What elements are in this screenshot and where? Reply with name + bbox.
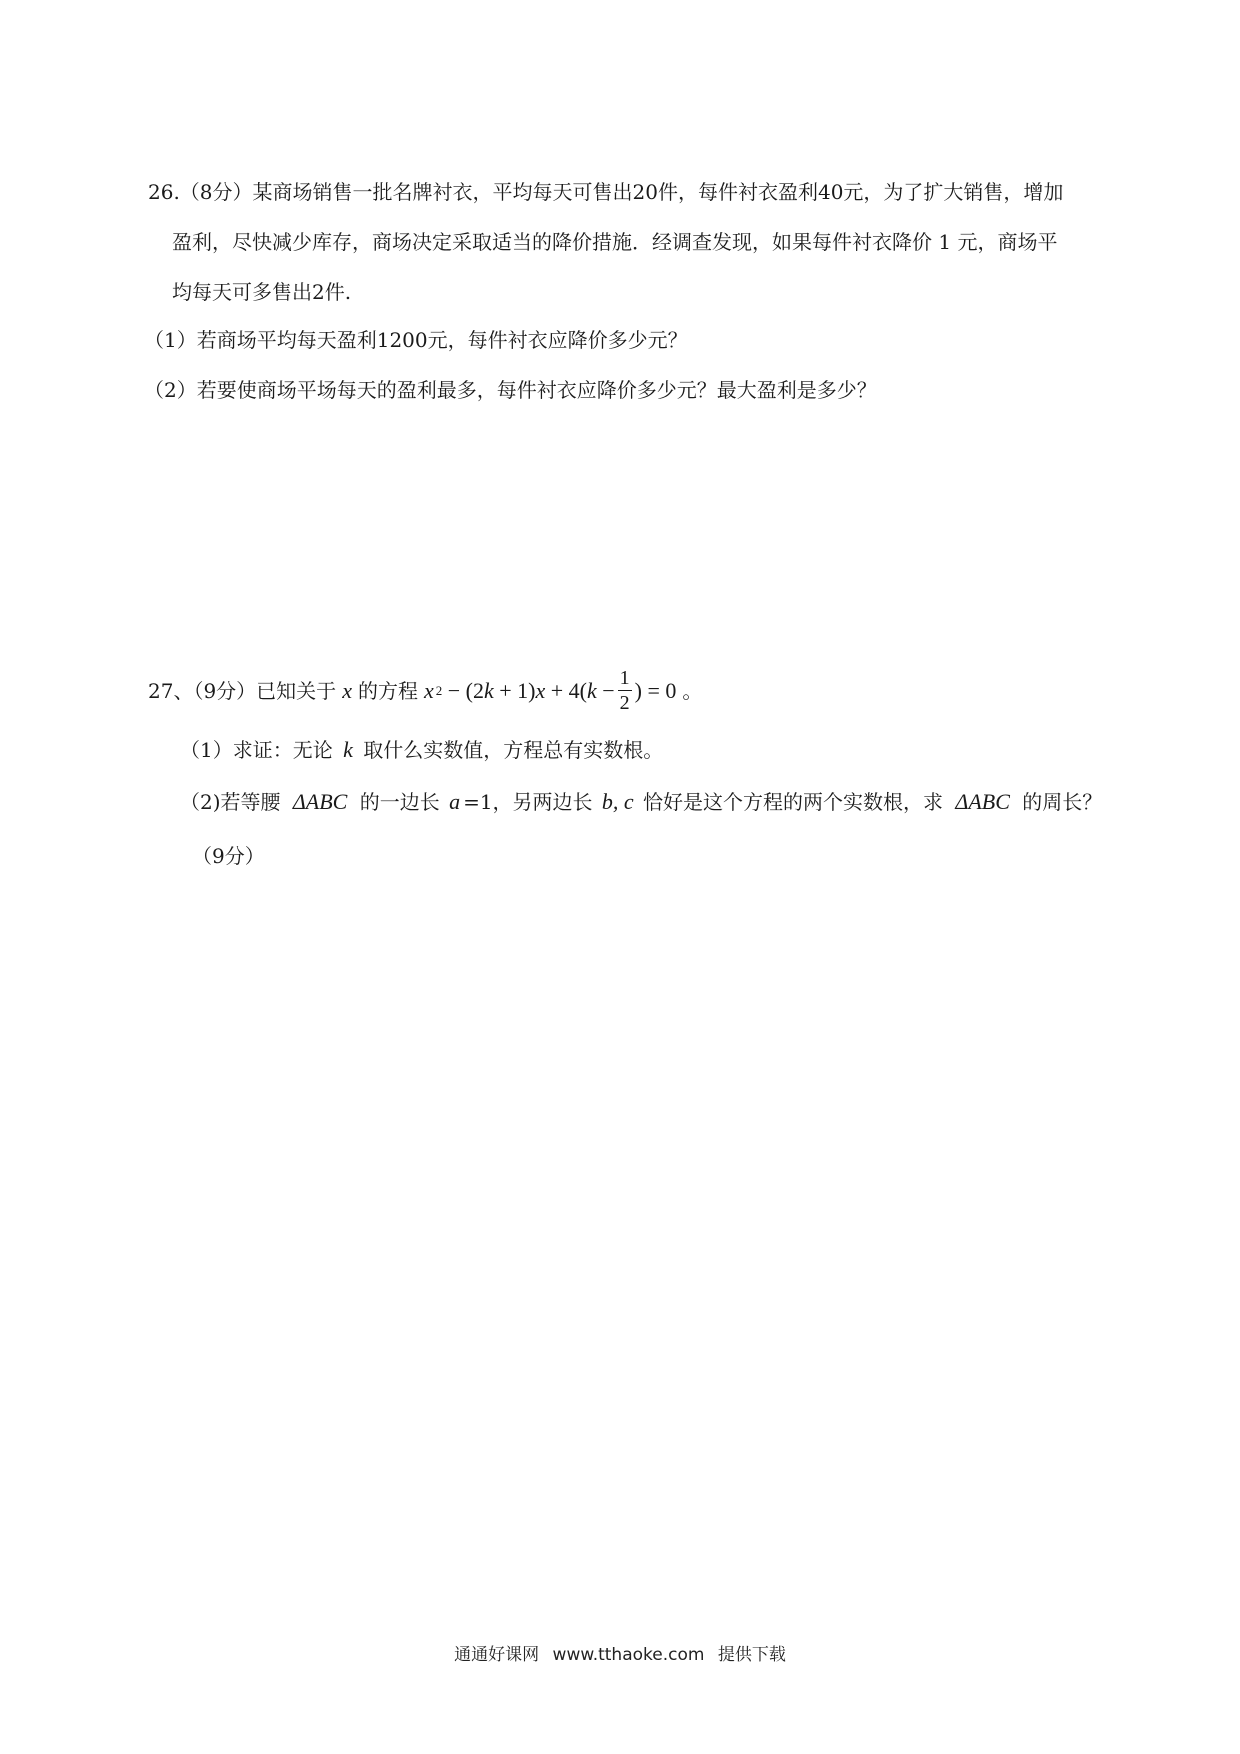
eq-part-c: + 1): [493, 677, 536, 703]
q27-var-a: a: [449, 789, 461, 814]
eq-part-e: −: [596, 677, 615, 703]
q27-mid-text: 的方程: [357, 678, 418, 703]
q27-prefix: 27、（9分）已知关于: [148, 678, 337, 703]
q27-sub1-text-b: 取什么实数值，方程总有实数根。: [363, 738, 664, 762]
fraction-denominator: 2: [619, 692, 630, 714]
q27-var-bc: b, c: [601, 789, 634, 814]
q27-sub2-text-c: =1，另两边长: [463, 790, 593, 814]
fraction-numerator: 1: [619, 667, 630, 689]
eq-x-2: x: [535, 677, 546, 703]
q27-sub2-text-d: 恰好是这个方程的两个实数根，求: [643, 790, 944, 814]
q26-line-2: 盈利，尽快减少库存，商场决定采取适当的降价措施．经调查发现，如果每件衬衣降价 1 元，商场平: [172, 230, 1058, 254]
eq-part-b: − (2: [442, 677, 484, 703]
eq-part-d: + 4(: [545, 677, 587, 703]
eq-fraction: [618, 668, 632, 713]
q26-subquestion-2: （2）若要使商场平场每天的盈利最多，每件衬衣应降价多少元？最大盈利是多少？: [144, 378, 877, 402]
q27-equation: [424, 668, 676, 713]
q26-line-3: 均每天可多售出2件.: [172, 280, 352, 304]
q27-variable-x: x: [342, 677, 352, 703]
q27-header: [148, 668, 702, 713]
q27-sub2-text-b: 的一边长: [359, 790, 440, 814]
q27-sub2-text-a: （2)若等腰: [180, 790, 281, 814]
eq-exponent: 2: [435, 682, 443, 698]
footer-site-name: 通通好课网: [454, 1645, 540, 1665]
eq-k-1: k: [483, 677, 494, 703]
footer-url: www.tthaoke.com: [552, 1645, 705, 1665]
q27-triangle-abc-1: ΔABC: [292, 789, 348, 814]
footer-tail: 提供下载: [717, 1645, 786, 1665]
q27-sub1-k: k: [343, 737, 353, 762]
page-footer: [0, 1640, 1240, 1665]
eq-x: x: [423, 677, 434, 703]
eq-k-2: k: [586, 677, 597, 703]
q26-subquestion-1: （1）若商场平均每天盈利1200元，每件衬衣应降价多少元？: [144, 328, 688, 352]
q27-suffix: 。: [682, 678, 703, 703]
q27-triangle-abc-2: ΔABC: [955, 789, 1010, 814]
q27-subquestion-1: [180, 736, 663, 764]
q27-sub1-text-a: （1）求证：无论: [180, 738, 333, 762]
q27-subquestion-2: [180, 788, 1102, 816]
eq-part-f: ) = 0: [634, 677, 677, 703]
q27-sub2-text-e: 的周长？: [1022, 790, 1103, 814]
q26-line-1: 26.（8分）某商场销售一批名牌衬衣，平均每天可售出20件，每件衬衣盈利40元，为了扩大销售，增加: [148, 180, 1064, 204]
q27-score-note: （9分）: [192, 844, 265, 868]
